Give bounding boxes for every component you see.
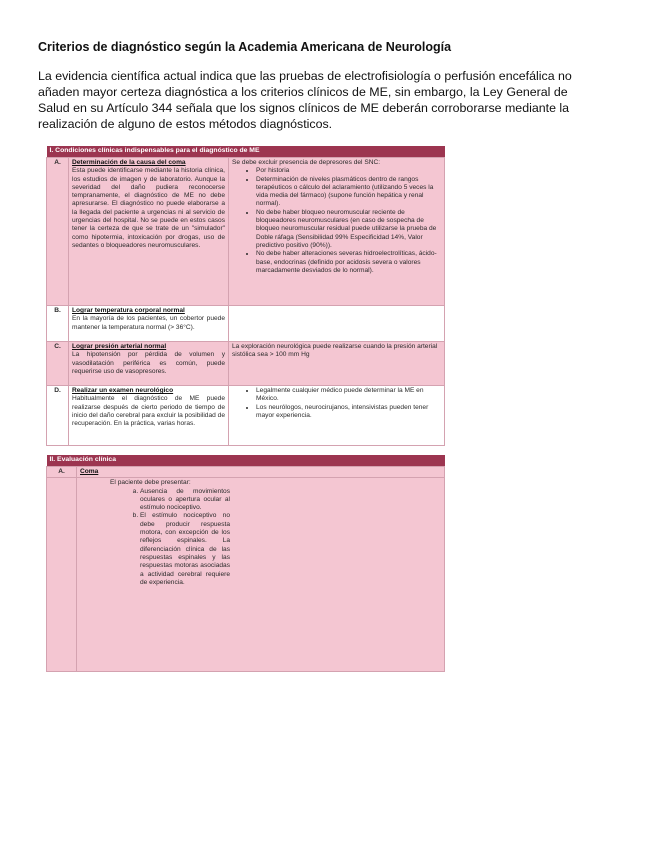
list-item: • Legalmente cualquier médico puede determinar la ME en México. bbox=[256, 387, 441, 404]
row-notes bbox=[229, 158, 445, 306]
table-row bbox=[47, 467, 445, 478]
row-label: A. bbox=[47, 158, 69, 306]
table-row bbox=[47, 158, 445, 306]
intro-paragraph: La evidencia científica actual indica que las pruebas de electrofisiología o perfusión encefálica no añaden mayor certeza diagnóstica a los criterios clínicos de ME, sin embargo, la Ley General de Salud en su Artículo 344 señala que los signos clínicos de ME deberán corroborarse mediante la realización de alguno de estos métodos diagnósticos. bbox=[38, 69, 572, 131]
row-body: Esta puede identificarse mediante la historia clínica, los estudios de imagen y de laboratorio. Aunque la severidad del daño pudiera reconocerse tempranamente, el diagnóstico de ME no debe apresurarse. El diagnóstico no puede elaborarse a la llegada del paciente a urgencias ni al servicio de urgencias del hospital. No se puede en estos casos tener la certeza de que se trate de un "simulador" como hipotermia, intoxicación por drogas, uso de sedantes o bloqueadores neuromusculares. bbox=[72, 167, 225, 249]
row-title: Determinación de la causa del coma bbox=[72, 159, 186, 166]
row-body: En la mayoría de los pacientes, un cobertor puede mantener la temperatura normal (> 36°C). bbox=[72, 315, 225, 331]
notes-list bbox=[232, 387, 441, 420]
list-item: • Determinación de niveles plasmáticos dentro de rangos terapéuticos o cálculo del aclaramiento (utilizando 5 veces la vida media del fármaco) (supone función hepática y renal normal). bbox=[256, 176, 441, 209]
list-item: a. Ausencia de movimientos oculares o apertura ocular al estímulo nociceptivo. bbox=[140, 488, 230, 513]
row-label: A. bbox=[47, 467, 77, 478]
table-header-row bbox=[47, 146, 445, 158]
row-body: La hipotensión por pérdida de volumen y vasodilatación periférica es común, puede requerirse uso de vasopresores. bbox=[72, 351, 225, 375]
table-row bbox=[47, 342, 445, 386]
row-notes bbox=[229, 306, 445, 342]
row-content bbox=[69, 386, 229, 446]
list-item: • No debe haber alteraciones severas hidroelectrolíticas, ácido-base, endocrinas (definido por acidosis severa o valores marcadamente desviados de lo normal). bbox=[256, 250, 441, 275]
table1-header: I. Condiciones clínicas indispensables para el diagnóstico de ME bbox=[47, 146, 445, 158]
row-content bbox=[69, 342, 229, 386]
row-label: B. bbox=[47, 306, 69, 342]
notes-intro: Se debe excluir presencia de depresores del SNC: bbox=[232, 159, 381, 166]
coma-intro: El paciente debe presentar: bbox=[110, 479, 191, 487]
row-label: C. bbox=[47, 342, 69, 386]
coma-criteria-list bbox=[80, 488, 230, 588]
row-title-cell bbox=[77, 467, 445, 478]
list-item: • No debe haber bloqueo neuromuscular reciente de bloqueadores neuromusculares (en caso de sospecha de bloqueo neuromuscular residual puede utilizarse la prueba de Doble ráfaga (Sensibilidad 99% Especificidad 14%, Valor predictivo positivo (90%)). bbox=[256, 209, 441, 250]
row-title: Lograr presión arterial normal bbox=[72, 343, 167, 350]
notes-list bbox=[232, 167, 441, 275]
row-notes bbox=[229, 342, 445, 386]
list-item: • Por historia bbox=[256, 167, 441, 175]
list-item: b. El estímulo nociceptivo no debe producir respuesta motora, con excepción de los reflejos espinales. La diferenciación clínica de las respuestas espinales y las respuestas motoras asociadas a actividad cerebral requiere de experiencia. bbox=[140, 512, 230, 587]
criteria-table bbox=[46, 146, 445, 446]
row-label-empty bbox=[47, 478, 77, 672]
notes-text: La exploración neurológica puede realizarse cuando la presión arterial sistólica sea > 100 mm Hg bbox=[232, 343, 438, 359]
row-content bbox=[69, 158, 229, 306]
row-title: Coma bbox=[80, 468, 99, 475]
clinical-evaluation-table bbox=[46, 455, 445, 672]
row-label: D. bbox=[47, 386, 69, 446]
table-header-row bbox=[47, 455, 445, 467]
row-body: Habitualmente el diagnóstico de ME puede realizarse después de cierto periodo de tiempo de inicio del daño cerebral para excluir la posibilidad de recuperación. En la práctica, varias horas. bbox=[72, 395, 225, 428]
row-notes bbox=[229, 386, 445, 446]
table2-header: II. Evaluación clínica bbox=[47, 455, 445, 467]
page-title: Criterios de diagnóstico según la Academia Americana de Neurología bbox=[38, 40, 452, 54]
row-content bbox=[69, 306, 229, 342]
table-row bbox=[47, 386, 445, 446]
table-row bbox=[47, 478, 445, 672]
list-item: • Los neurólogos, neurocirujanos, intensivistas pueden tener mayor experiencia. bbox=[256, 404, 441, 421]
row-content bbox=[77, 478, 445, 672]
row-title: Lograr temperatura corporal normal bbox=[72, 307, 185, 314]
table-row bbox=[47, 306, 445, 342]
row-title: Realizar un examen neurológico bbox=[72, 387, 174, 394]
